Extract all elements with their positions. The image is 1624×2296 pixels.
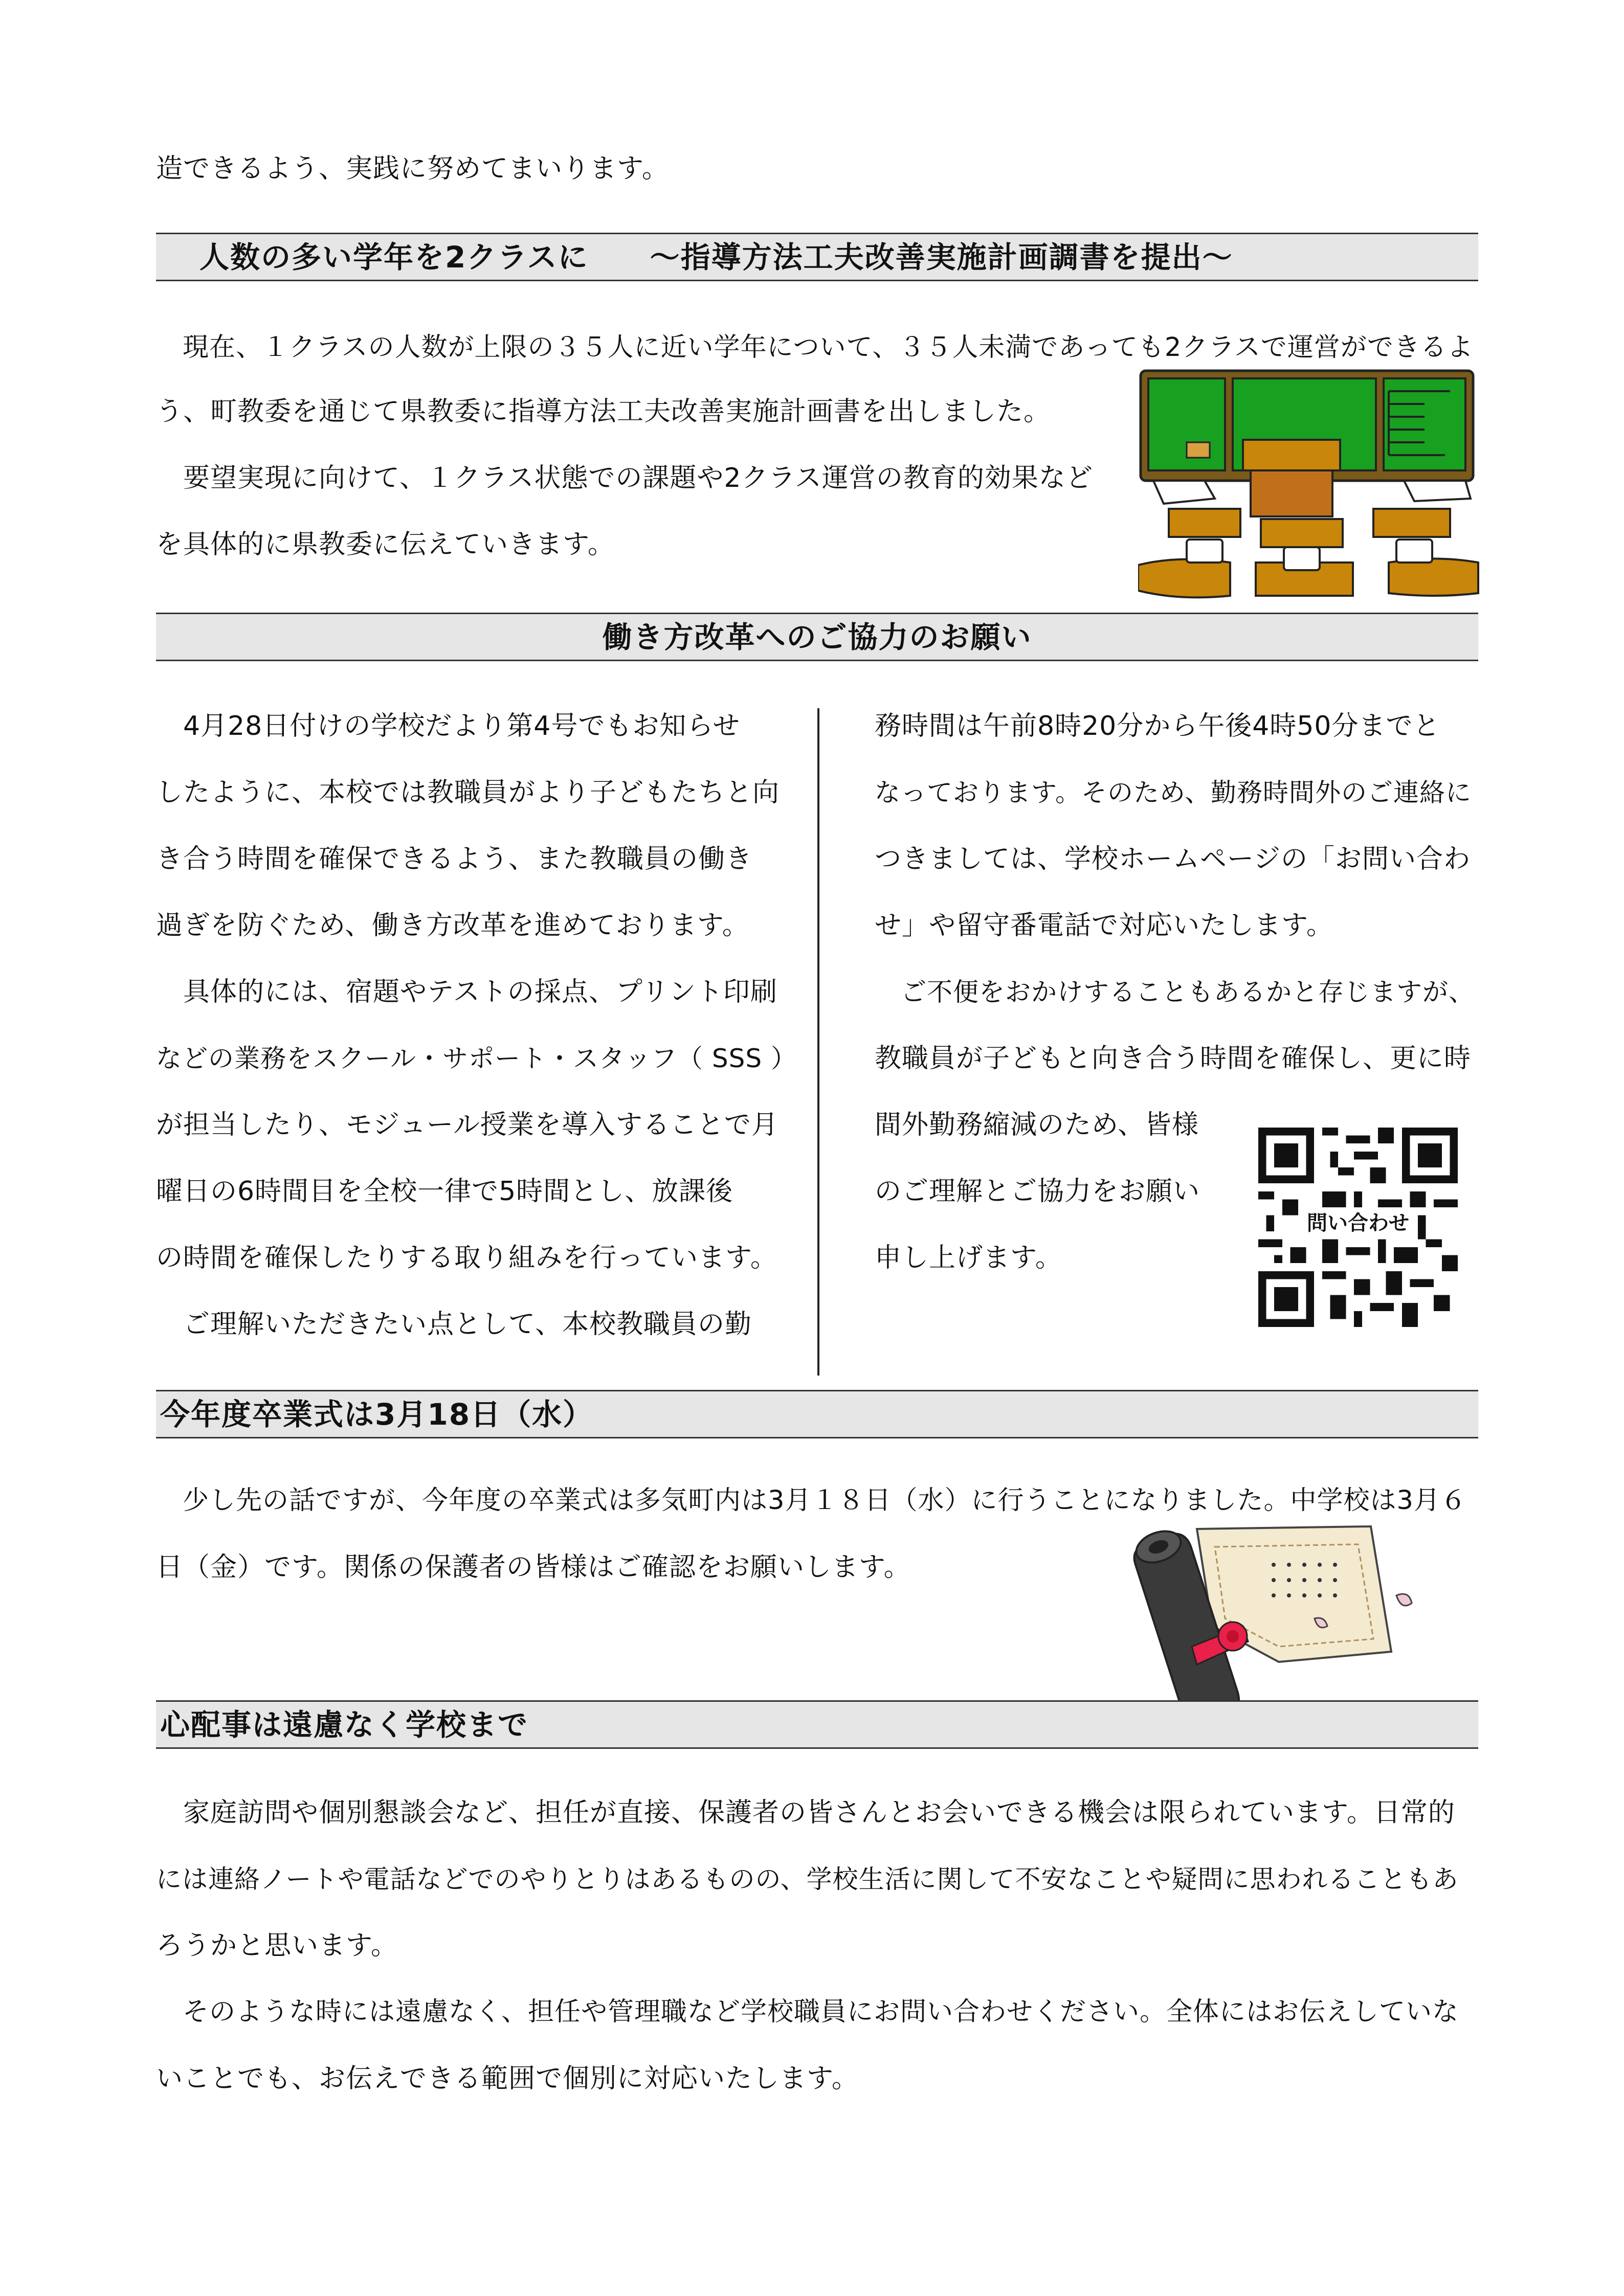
- section-header-graduation: [156, 1390, 1478, 1438]
- section-title: 心配事は遠慮なく学校まで: [160, 1707, 529, 1742]
- paragraph-line: そのような時には遠慮なく、担任や管理職など学校職員にお問い合わせください。全体にはお伝えしていな: [156, 1997, 1459, 2027]
- right-column-line: ご不便をおかけすることもあるかと存じますが、: [875, 977, 1475, 1007]
- left-column-line: したように、本校では教職員がより子どもたちと向: [156, 777, 780, 808]
- paragraph-line: う、町教委を通じて県教委に指導方法工夫改善実施計画書を出しました。: [156, 396, 1051, 427]
- right-column-line: 務時間は午前8時20分から午後4時50分までと: [875, 711, 1440, 741]
- right-column-line: 教職員が子どもと向き合う時間を確保し、更に時: [875, 1043, 1472, 1074]
- left-column-line: 4月28日付けの学校だより第4号でもお知らせ: [156, 711, 740, 741]
- left-column-line: ご理解いただきたい点として、本校教職員の勤: [156, 1309, 752, 1340]
- right-column-line: のご理解とご協力をお願い: [875, 1176, 1200, 1207]
- paragraph-line: 現在、１クラスの人数が上限の３５人に近い学年について、３５人未満であっても2クラスで運営ができるよ: [156, 332, 1474, 363]
- section-title: 今年度卒業式は3月18日（水）: [160, 1397, 594, 1432]
- section-header-two-classes: [156, 233, 1478, 281]
- paragraph-line: には連絡ノートや電話などでのやりとりはあるものの、学校生活に関して不安なことや疑問に思われることもあ: [156, 1864, 1459, 1894]
- right-column-line: つきましては、学校ホームページの「お問い合わ: [875, 844, 1471, 874]
- section-title: 人数の多い学年を2クラスに ～指導方法工夫改善実施計画調書を提出～: [199, 240, 1233, 275]
- left-column-line: き合う時間を確保できるよう、また教職員の働き: [156, 844, 753, 874]
- section-header-work-style: [156, 613, 1478, 661]
- paragraph-line: いことでも、お伝えできる範囲で個別に対応いたします。: [156, 2063, 859, 2094]
- continued-text: 造できるよう、実践に努めてまいります。: [156, 153, 669, 184]
- left-column-line: などの業務をスクール・サポート・スタッフ（ SSS ）: [156, 1044, 797, 1073]
- paragraph-line: を具体的に県教委に伝えていきます。: [156, 529, 615, 560]
- paragraph-line: 少し先の話ですが、今年度の卒業式は多気町内は3月１８日（水）に行うことになりました。中学校は3月６: [156, 1485, 1467, 1516]
- section-title: 働き方改革へのご協力のお願い: [602, 620, 1032, 655]
- paragraph-line: ろうかと思います。: [156, 1930, 398, 1961]
- right-column-line: 申し上げます。: [875, 1243, 1062, 1273]
- left-column-line: 具体的には、宿題やテストの採点、プリント印刷: [156, 977, 777, 1007]
- right-column-line: なっております。そのため、勤務時間外のご連絡に: [875, 778, 1472, 807]
- paragraph-line: 家庭訪問や個別懇談会など、担任が直接、保護者の皆さんとお会いできる機会は限られています。日常的: [156, 1797, 1455, 1828]
- right-column-line: せ」や留守番電話で対応いたします。: [875, 910, 1333, 941]
- column-divider: [817, 708, 819, 1376]
- classroom-illustration: [1138, 366, 1481, 601]
- contact-qr-code[interactable]: [1258, 1128, 1458, 1327]
- left-column-line: の時間を確保したりする取り組みを行っています。: [156, 1243, 777, 1273]
- right-column-line: 間外勤務縮減のため、皆様: [875, 1110, 1199, 1140]
- section-header-concerns: [156, 1700, 1478, 1749]
- left-column-line: 過ぎを防ぐため、働き方改革を進めております。: [156, 910, 749, 941]
- left-column-line: 曜日の6時間目を全校一律で5時間とし、放課後: [156, 1176, 733, 1207]
- paragraph-line: 要望実現に向けて、１クラス状態での課題や2クラス運営の教育的効果など: [156, 463, 1093, 493]
- qr-label: 問い合わせ: [1307, 1211, 1409, 1235]
- paragraph-line: 日（金）です。関係の保護者の皆様はご確認をお願いします。: [156, 1552, 911, 1583]
- left-column-line: が担当したり、モジュール授業を導入することで月: [156, 1110, 778, 1140]
